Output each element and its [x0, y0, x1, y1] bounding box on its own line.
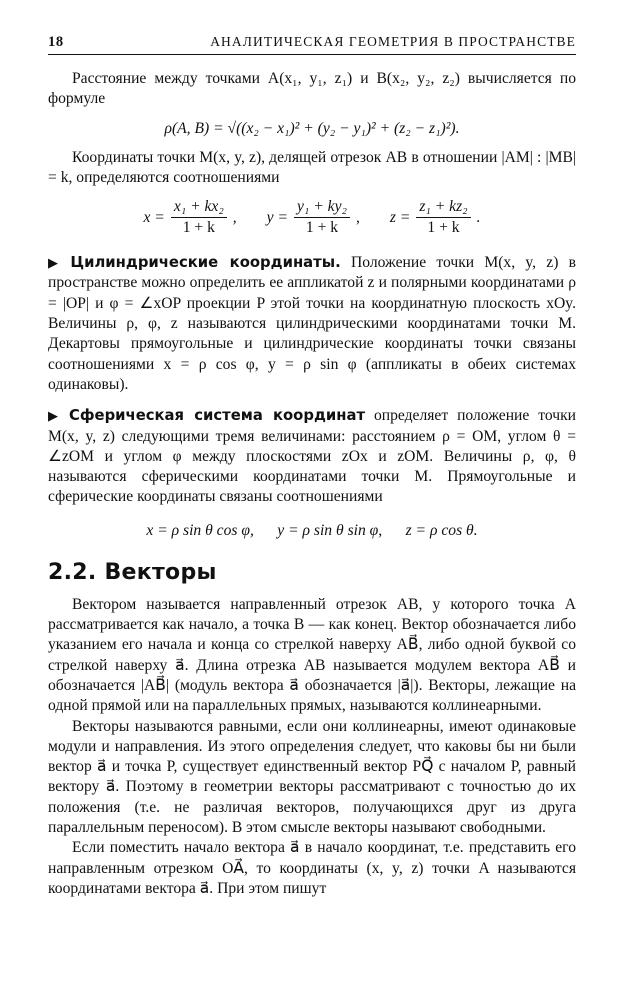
formula-spherical: x = ρ sin θ cos φ, y = ρ sin θ sin φ, z = ρ cos θ.: [146, 521, 478, 539]
fraction-numerator: y₁ + ky₂: [294, 198, 350, 218]
fraction-lhs: z =: [389, 208, 411, 226]
book-page: [48, 34, 576, 899]
fraction-lhs: y =: [266, 208, 289, 226]
section-title: 2.2. Векторы: [48, 559, 217, 585]
page-number: 18: [48, 34, 64, 50]
fraction-denominator: 1 + k: [427, 219, 460, 237]
paragraph-division: Координаты точки M(x, y, z), делящей отрезок AB в отношении |AM| : |MB| = k, определяются соотношениями: [48, 148, 576, 186]
fraction-denominator: 1 + k: [182, 219, 215, 237]
paragraph-vector-definition: Вектором называется направленный отрезок AB, у которого точка A рассматривается как начало, а точка B — как конец. Вектор обозначается либо указанием его начала и конца со стрелкой наверху AB⃗, либо одной буквой со стрелкой наверху a⃗. Длина отрезка AB называется модулем вектора AB⃗ и обозначается |AB⃗| (модуль вектора a⃗ обозначается |a⃗|). Векторы, лежащие на одной прямой или на параллельных прямых, называются коллинеарными.: [48, 595, 576, 715]
formula-division: [48, 198, 576, 237]
fraction-x: [143, 198, 236, 237]
fraction-z: [390, 198, 481, 237]
term-cylindrical: Цилиндрические координаты.: [70, 254, 341, 272]
paragraph-vector-coordinates: Если поместить начало вектора a⃗ в начало координат, т.е. представить его направленным отрезком OA⃗, то координаты (x, y, z) точки A называются координатами вектора a⃗. При этом пишут: [48, 839, 576, 897]
fraction-denominator: 1 + k: [305, 219, 339, 237]
fraction-y: [267, 198, 360, 237]
fraction-numerator: x₁ + kx₂: [171, 198, 227, 218]
paragraph-cylindrical-text: Положение точки M(x, y, z) в пространстве можно определить ее аппликатой z и полярными координатами ρ = |OP| и φ = ∠xOP проекции P этой точки на координатную плоскость xOy. Величины ρ, φ, z называются цилиндрическими координатами точки M. Декартовы прямоугольные и цилиндрические координаты точки связаны соотношениями x = ρ cos φ, y = ρ sin φ (аппликаты в обеих системах одинаковы).: [48, 254, 576, 393]
paragraph-cylindrical: [48, 253, 576, 395]
paragraph-distance: Расстояние между точками A(x₁, y₁, z₁) и B(x₂, y₂, z₂) вычисляется по формуле: [48, 70, 576, 108]
running-header: [48, 34, 576, 55]
fraction-punct: ,: [232, 208, 237, 226]
fraction-punct: .: [476, 208, 481, 226]
paragraph-spherical: [48, 406, 576, 507]
paragraph-equal-vectors: Векторы называются равными, если они коллинеарны, имеют одинаковые модули и направления. Из этого определения следует, что каковы бы ни были вектор a⃗ и точка P, существует единственный вектор PQ⃗ с началом P, равный вектору a⃗. Поэтому в геометрии векторы рассматривают с точностью до их положения (т.е. не различая векторов, получающихся друг из друга параллельным переносом). В этом смысле векторы называют свободными.: [48, 717, 576, 837]
paragraph-spherical-text: определяет положение точки M(x, y, z) следующими тремя величинами: расстоянием ρ = OM, углом θ = ∠zOM и углом φ между плоскостями zOx и zOM. Величины ρ, φ, θ называются сферическими координатами точки M. Прямоугольные и сферические координаты связаны соотношениями: [48, 407, 576, 506]
fraction-numerator: z₁ + kz₂: [416, 198, 470, 218]
triangle-marker-icon: ▶: [48, 408, 64, 424]
running-title: АНАЛИТИЧЕСКАЯ ГЕОМЕТРИЯ В ПРОСТРАНСТВЕ: [210, 34, 576, 49]
fraction-lhs: x =: [143, 208, 165, 226]
fraction-punct: ,: [355, 208, 360, 226]
triangle-marker-icon: ▶: [48, 255, 65, 271]
formula-distance: ρ(A, B) = √((x₂ − x₁)² + (y₂ − y₁)² + (z₂ − z₁)²).: [164, 119, 460, 137]
term-spherical: Сферическая система координат: [69, 407, 366, 425]
